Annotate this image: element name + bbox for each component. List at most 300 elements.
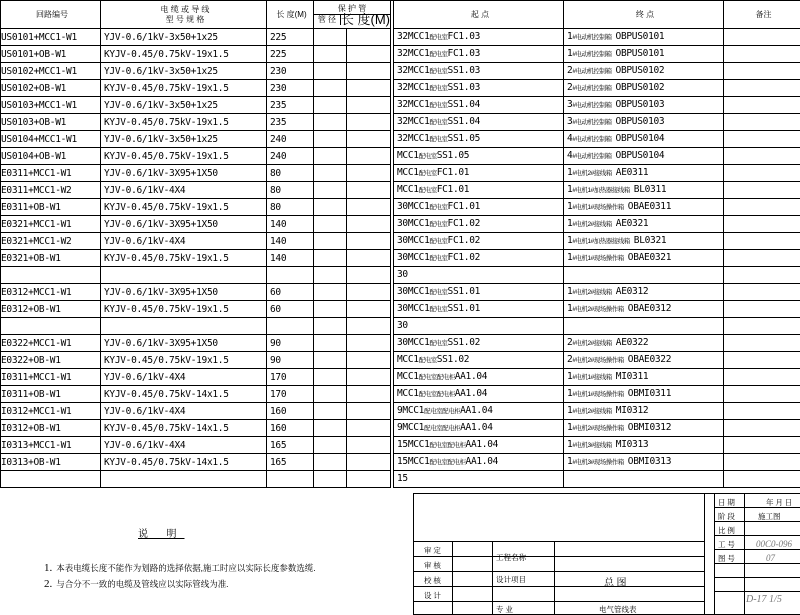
cell-cable-spec [101, 318, 267, 335]
note-text: 与合分不一致的电缆及管线应以实际管线为准. [56, 579, 228, 589]
start-panel: MCC1 [408, 133, 430, 144]
start-number: 30 [397, 337, 408, 348]
end-description: #电动机控制箱 [572, 51, 611, 58]
notes-title: 说 明 [138, 525, 185, 540]
cell-length: 165 [267, 437, 314, 454]
cell-cable-spec: YJV-0.6/1kV-4X4 [101, 233, 267, 250]
cell-length: 80 [267, 165, 314, 182]
cell-circuit: E0311+MCC1-W1 [1, 165, 101, 182]
cell-pipe-spec [314, 63, 347, 80]
cell-pipe-spec [314, 437, 347, 454]
cell-cable-spec: YJV-0.6/1kV-3X95+1X50 [101, 284, 267, 301]
table-body [1, 29, 800, 488]
start-feeder: FC1.03 [448, 31, 481, 42]
start-panel: MCC1 [408, 456, 430, 467]
start-feeder: SS1.05 [437, 150, 470, 161]
start-number: 9 [397, 422, 402, 433]
start-feeder: SS1.02 [437, 354, 470, 365]
end-number: 2 [567, 65, 572, 76]
cell-remark [724, 148, 800, 165]
cell-pipe-spec [314, 454, 347, 471]
start-number: 30 [397, 252, 408, 263]
cell-pipe-spec [314, 233, 347, 250]
start-feeder: FC1.01 [437, 167, 470, 178]
cell-length: 240 [267, 131, 314, 148]
cell-pipe-length [347, 318, 391, 335]
header-length: 长 度(M) [267, 1, 314, 29]
end-equipment: OBPUS0103 [616, 99, 665, 110]
tb-right-value-job: 00C0-096 [756, 539, 792, 549]
cell-pipe-spec [314, 29, 347, 46]
end-equipment: OBPUS0101 [616, 31, 665, 42]
cell-pipe-length [347, 250, 391, 267]
cell-remark [724, 386, 800, 403]
cell-circuit [1, 267, 101, 284]
start-location: 配电室配电柜 [419, 374, 455, 381]
start-feeder: FC1.02 [448, 218, 481, 229]
cell-end [564, 284, 724, 301]
start-location: 配电室配电柜 [430, 459, 466, 466]
cell-start [394, 471, 564, 488]
cell-circuit: US0103+OB-W1 [1, 114, 101, 131]
cell-remark [724, 454, 800, 471]
cell-pipe-length [347, 386, 391, 403]
tb-right-label-job: 工 号 [718, 539, 735, 550]
cell-length: 160 [267, 403, 314, 420]
cell-start [394, 420, 564, 437]
end-equipment: BL0321 [634, 235, 667, 246]
end-equipment: MI0311 [616, 371, 649, 382]
cell-pipe-spec [314, 199, 347, 216]
cell-start [394, 318, 564, 335]
cell-start [394, 250, 564, 267]
cell-cable-spec: YJV-0.6/1kV-3x50+1x25 [101, 97, 267, 114]
cell-remark [724, 437, 800, 454]
cell-start [394, 403, 564, 420]
start-location: 配电室 [430, 238, 448, 245]
table-row [1, 267, 800, 284]
end-number: 1 [567, 218, 572, 229]
note-2 [44, 578, 228, 590]
end-description: #电机1#接线箱 [572, 374, 611, 381]
tb-label-design: 设 计 [424, 590, 441, 601]
cell-circuit: E0322+MCC1-W1 [1, 335, 101, 352]
table-row [1, 250, 800, 267]
cell-remark [724, 352, 800, 369]
end-description: #电机1#现场操作箱 [572, 204, 623, 211]
table-row [1, 29, 800, 46]
cell-length: 165 [267, 454, 314, 471]
start-location: 配电室 [430, 102, 448, 109]
cell-start [394, 165, 564, 182]
end-equipment: OBPUS0101 [616, 48, 665, 59]
cell-cable-spec: KYJV-0.45/0.75kV-14x1.5 [101, 454, 267, 471]
cell-cable-spec: YJV-0.6/1kV-3X95+1X50 [101, 216, 267, 233]
cell-pipe-length [347, 454, 391, 471]
end-number: 1 [567, 456, 572, 467]
cell-length [267, 471, 314, 488]
start-feeder: FC1.02 [448, 235, 481, 246]
cell-length: 140 [267, 216, 314, 233]
start-feeder: SS1.01 [448, 303, 481, 314]
tb-right-label-scale: 比 例 [718, 525, 735, 536]
cell-pipe-length [347, 46, 391, 63]
start-panel: MCC1 [397, 371, 419, 382]
start-panel: MCC1 [408, 31, 430, 42]
start-location: 配电室配电柜 [419, 391, 455, 398]
start-feeder: AA1.04 [460, 405, 493, 416]
start-panel: MCC1 [408, 201, 430, 212]
cell-end [564, 46, 724, 63]
end-equipment: OBPUS0102 [616, 65, 665, 76]
start-number: 32 [397, 99, 408, 110]
cell-pipe-spec [314, 250, 347, 267]
end-number: 1 [567, 439, 572, 450]
end-description: #电动机控制箱 [572, 85, 611, 92]
cell-circuit: US0104+OB-W1 [1, 148, 101, 165]
start-number: 15 [397, 456, 408, 467]
cell-circuit [1, 471, 101, 488]
cell-remark [724, 165, 800, 182]
cell-end [564, 471, 724, 488]
cell-circuit: US0102+MCC1-W1 [1, 63, 101, 80]
start-feeder: SS1.02 [448, 337, 481, 348]
header-protect-len: 长 度(M) [341, 15, 390, 25]
cell-cable-spec: KYJV-0.45/0.75kV-19x1.5 [101, 250, 267, 267]
cell-cable-spec: YJV-0.6/1kV-3X95+1X50 [101, 335, 267, 352]
start-number: 9 [397, 405, 402, 416]
end-number: 2 [567, 337, 572, 348]
tb-label-review: 审 核 [424, 560, 441, 571]
end-equipment: OBPUS0104 [616, 150, 665, 161]
cell-start [394, 29, 564, 46]
end-number: 1 [567, 286, 572, 297]
end-equipment: AE0322 [616, 337, 649, 348]
cell-start [394, 352, 564, 369]
cell-start [394, 216, 564, 233]
cell-start [394, 369, 564, 386]
end-description: #电机2#现场操作箱 [572, 357, 623, 364]
cell-remark [724, 80, 800, 97]
tb-design-item-label: 设计项目 [496, 574, 526, 585]
cell-pipe-spec [314, 97, 347, 114]
cell-remark [724, 335, 800, 352]
cell-cable-spec: YJV-0.6/1kV-4X4 [101, 369, 267, 386]
start-location: 配电室配电柜 [430, 442, 466, 449]
cell-remark [724, 199, 800, 216]
cell-pipe-length [347, 352, 391, 369]
cell-pipe-length [347, 80, 391, 97]
table-row [1, 369, 800, 386]
end-number: 1 [567, 201, 572, 212]
start-panel: MCC1 [397, 354, 419, 365]
table-row [1, 199, 800, 216]
start-location: 配电室 [430, 119, 448, 126]
note-number: 1. [44, 562, 52, 574]
end-equipment: MI0313 [616, 439, 649, 450]
cell-pipe-length [347, 29, 391, 46]
note-1 [44, 562, 316, 574]
cell-remark [724, 216, 800, 233]
cell-circuit: US0103+MCC1-W1 [1, 97, 101, 114]
cell-length: 230 [267, 63, 314, 80]
cell-remark [724, 46, 800, 63]
cell-remark [724, 420, 800, 437]
end-equipment: OBMI0312 [628, 422, 671, 433]
end-equipment: MI0312 [616, 405, 649, 416]
tb-label-check: 校 核 [424, 575, 441, 586]
end-number: 1 [567, 31, 572, 42]
end-number: 1 [567, 303, 572, 314]
cell-end [564, 369, 724, 386]
start-feeder: AA1.04 [466, 439, 499, 450]
cell-end [564, 318, 724, 335]
title-block [413, 493, 800, 615]
cell-remark [724, 267, 800, 284]
cell-cable-spec: KYJV-0.45/0.75kV-19x1.5 [101, 199, 267, 216]
cell-start [394, 46, 564, 63]
start-feeder: SS1.05 [448, 133, 481, 144]
cell-start [394, 63, 564, 80]
start-feeder: FC1.03 [448, 48, 481, 59]
table-header-row [1, 1, 800, 29]
cell-circuit: E0311+MCC1-W2 [1, 182, 101, 199]
cell-length [267, 267, 314, 284]
table-row [1, 301, 800, 318]
cell-end [564, 216, 724, 233]
cell-end [564, 97, 724, 114]
header-start: 起 点 [394, 1, 564, 29]
cell-remark [724, 131, 800, 148]
cell-circuit: E0312+OB-W1 [1, 301, 101, 318]
table-row [1, 97, 800, 114]
cell-length: 235 [267, 97, 314, 114]
cell-pipe-length [347, 437, 391, 454]
tb-right-label-dwg: 图 号 [718, 553, 735, 564]
cell-circuit: US0101+MCC1-W1 [1, 29, 101, 46]
start-panel: MCC1 [408, 303, 430, 314]
start-feeder: SS1.03 [448, 82, 481, 93]
cell-end [564, 63, 724, 80]
end-description: #电机3#现场操作箱 [572, 459, 623, 466]
cell-remark [724, 182, 800, 199]
end-number: 1 [567, 252, 572, 263]
start-location: 配电室 [430, 306, 448, 313]
cell-pipe-length [347, 301, 391, 318]
cell-pipe-spec [314, 46, 347, 63]
cell-pipe-spec [314, 386, 347, 403]
cell-end [564, 233, 724, 250]
end-number: 2 [567, 354, 572, 365]
table-row [1, 403, 800, 420]
cell-end [564, 29, 724, 46]
tb-bottom-text: 电气管线表 [599, 604, 637, 615]
end-number: 1 [567, 184, 572, 195]
start-location: 配电室 [430, 68, 448, 75]
cell-circuit: E0321+OB-W1 [1, 250, 101, 267]
table-row [1, 454, 800, 471]
cell-pipe-spec [314, 131, 347, 148]
cell-pipe-spec [314, 284, 347, 301]
header-protect-sub [314, 14, 390, 25]
cell-start [394, 267, 564, 284]
start-number: 32 [397, 133, 408, 144]
cell-remark [724, 114, 800, 131]
cell-end [564, 420, 724, 437]
cell-circuit: E0321+MCC1-W2 [1, 233, 101, 250]
cell-cable-spec: KYJV-0.45/0.75kV-19x1.5 [101, 114, 267, 131]
cell-cable-spec: KYJV-0.45/0.75kV-14x1.5 [101, 386, 267, 403]
start-feeder: AA1.04 [455, 388, 488, 399]
end-equipment: OBMI0311 [628, 388, 671, 399]
header-cable-top: 电 缆 或 导 线 [104, 5, 266, 15]
cell-cable-spec: YJV-0.6/1kV-3x50+1x25 [101, 29, 267, 46]
start-number: 30 [397, 303, 408, 314]
cell-pipe-length [347, 403, 391, 420]
table-row [1, 46, 800, 63]
cell-length: 170 [267, 386, 314, 403]
cell-end [564, 165, 724, 182]
cell-length: 225 [267, 46, 314, 63]
tb-drawing-title: 总 图 [604, 574, 627, 589]
end-description: #电动机控制箱 [572, 34, 611, 41]
start-panel: MCC1 [402, 405, 424, 416]
table-row [1, 471, 800, 488]
start-location: 配电室 [430, 85, 448, 92]
cell-remark [724, 471, 800, 488]
start-location: 配电室 [419, 153, 437, 160]
start-number: 15 [397, 439, 408, 450]
start-number: 32 [397, 48, 408, 59]
tb-bottom-left: 专 业 [496, 604, 513, 615]
end-number: 1 [567, 388, 572, 399]
start-location: 配电室 [430, 51, 448, 58]
end-number: 1 [567, 48, 572, 59]
cell-pipe-spec [314, 148, 347, 165]
cell-circuit: E0321+MCC1-W1 [1, 216, 101, 233]
cell-start [394, 335, 564, 352]
cell-end [564, 403, 724, 420]
table-row [1, 318, 800, 335]
end-description: #电机2#接线箱 [572, 408, 611, 415]
cell-remark [724, 318, 800, 335]
cell-remark [724, 29, 800, 46]
cell-cable-spec [101, 471, 267, 488]
start-number: 30 [397, 269, 408, 280]
cell-start [394, 97, 564, 114]
cell-length: 235 [267, 114, 314, 131]
cell-start [394, 131, 564, 148]
end-description: #电机1#现场操作箱 [572, 255, 623, 262]
table-row [1, 284, 800, 301]
end-description: #电机2#接线箱 [572, 289, 611, 296]
start-location: 配电室配电柜 [424, 408, 460, 415]
cell-pipe-length [347, 165, 391, 182]
start-feeder: FC1.01 [448, 201, 481, 212]
tb-right-label-date: 日 期 [718, 497, 735, 508]
tb-right-value-stage: 施工图 [758, 511, 781, 522]
end-number: 2 [567, 82, 572, 93]
end-description: #电机2#接线箱 [572, 170, 611, 177]
tb-label-approve: 审 定 [424, 545, 441, 556]
cell-pipe-length [347, 199, 391, 216]
cell-length [267, 318, 314, 335]
end-description: #电机2#现场操作箱 [572, 425, 623, 432]
cell-remark [724, 284, 800, 301]
note-number: 2. [44, 578, 52, 590]
cell-pipe-length [347, 216, 391, 233]
cell-length: 90 [267, 335, 314, 352]
cell-pipe-spec [314, 80, 347, 97]
cell-length: 60 [267, 301, 314, 318]
cell-end [564, 80, 724, 97]
start-panel: MCC1 [408, 48, 430, 59]
cell-start [394, 437, 564, 454]
start-panel: MCC1 [408, 439, 430, 450]
end-description: #电动机控制箱 [572, 153, 611, 160]
end-number: 1 [567, 235, 572, 246]
cell-end [564, 386, 724, 403]
cell-pipe-spec [314, 165, 347, 182]
cell-pipe-length [347, 97, 391, 114]
end-description: #电机2#现场操作箱 [572, 306, 623, 313]
cell-circuit: I0311+OB-W1 [1, 386, 101, 403]
cell-circuit: I0313+MCC1-W1 [1, 437, 101, 454]
cell-circuit [1, 318, 101, 335]
cell-pipe-length [347, 420, 391, 437]
start-panel: MCC1 [397, 184, 419, 195]
cell-start [394, 386, 564, 403]
start-location: 配电室 [419, 170, 437, 177]
cell-start [394, 80, 564, 97]
start-number: 30 [397, 235, 408, 246]
cell-cable-spec: KYJV-0.45/0.75kV-19x1.5 [101, 80, 267, 97]
table-row [1, 165, 800, 182]
cell-length: 140 [267, 250, 314, 267]
start-location: 配电室 [430, 34, 448, 41]
table-row [1, 182, 800, 199]
cell-cable-spec: KYJV-0.45/0.75kV-19x1.5 [101, 301, 267, 318]
cell-pipe-length [347, 284, 391, 301]
cell-circuit: E0322+OB-W1 [1, 352, 101, 369]
start-feeder: AA1.04 [460, 422, 493, 433]
end-number: 4 [567, 133, 572, 144]
start-panel: MCC1 [408, 82, 430, 93]
table-row [1, 63, 800, 80]
cell-remark [724, 369, 800, 386]
header-circuit: 回路编号 [1, 1, 101, 29]
tb-right-value-dwg: 07 [766, 553, 775, 563]
start-number: 32 [397, 82, 408, 93]
cell-cable-spec: YJV-0.6/1kV-3x50+1x25 [101, 131, 267, 148]
cell-pipe-spec [314, 318, 347, 335]
cell-cable-spec [101, 267, 267, 284]
start-number: 15 [397, 473, 408, 484]
end-description: #电机2#接线箱 [572, 221, 611, 228]
table-row [1, 420, 800, 437]
cell-pipe-length [347, 471, 391, 488]
header-protect-spec: 管 径 [314, 15, 341, 25]
cell-end [564, 335, 724, 352]
end-description: #电动机控制箱 [572, 102, 611, 109]
start-panel: MCC1 [408, 65, 430, 76]
cell-remark [724, 301, 800, 318]
start-panel: MCC1 [408, 252, 430, 263]
cell-length: 140 [267, 233, 314, 250]
cell-length: 170 [267, 369, 314, 386]
start-feeder: FC1.01 [437, 184, 470, 195]
cell-cable-spec: YJV-0.6/1kV-3x50+1x25 [101, 63, 267, 80]
